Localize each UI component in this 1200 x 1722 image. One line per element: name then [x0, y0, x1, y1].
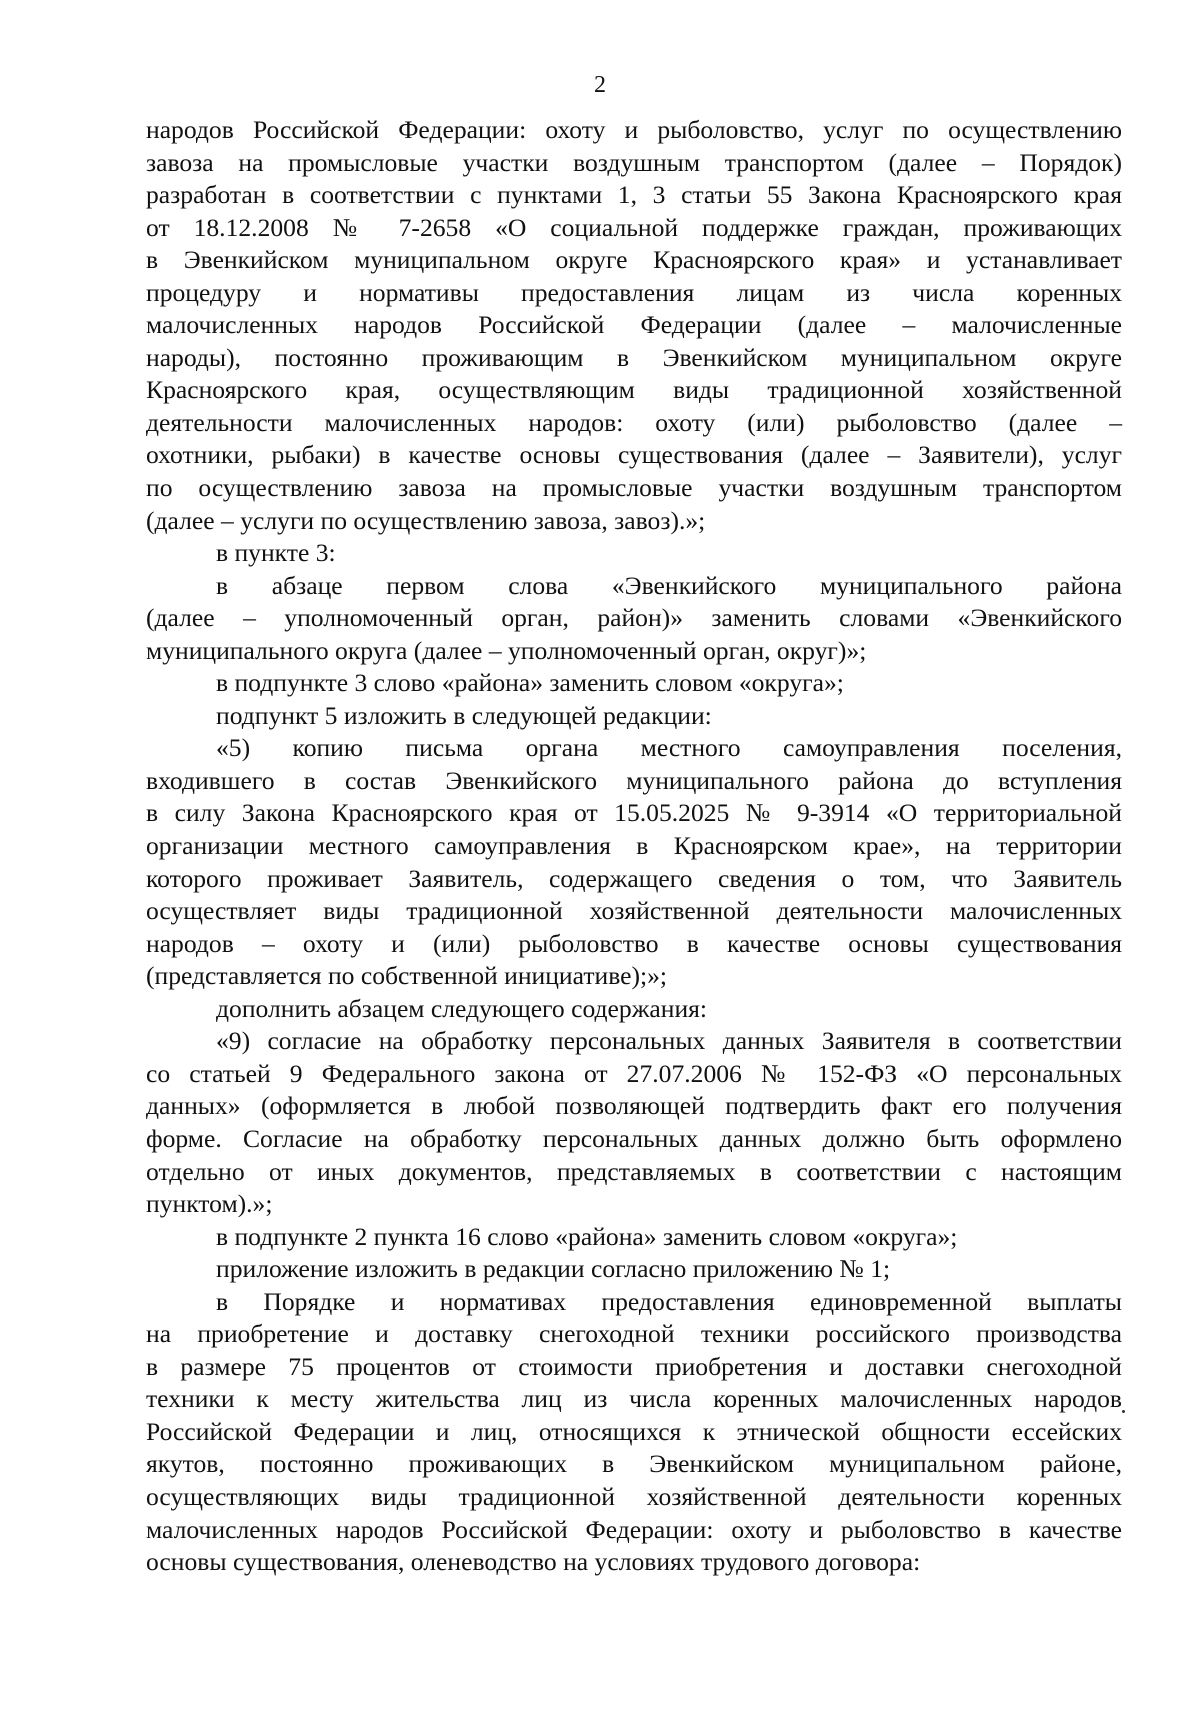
text-line: в Эвенкийском муниципальном округе Красноярского края» и устанавливает	[146, 245, 1122, 275]
text-line: в Порядке и нормативах предоставления единовременной выплаты	[216, 1286, 1122, 1316]
text-line: малочисленных народов Российской Федерации (далее – малочисленные	[146, 310, 1122, 340]
text-line: (далее – уполномоченный орган, район)» заменить словами «Эвенкийского	[146, 603, 1122, 633]
text-line: завоза на промысловые участки воздушным транспортом (далее – Порядок)	[146, 147, 1122, 177]
text-line: «9) согласие на обработку персональных данных Заявителя в соответствии	[216, 1026, 1122, 1056]
text-line: от 18.12.2008 № 7-2658 «О социальной поддержке граждан, проживающих	[146, 212, 1122, 242]
text-line: малочисленных народов Российской Федерации: охоту и рыболовство в качестве	[146, 1514, 1122, 1544]
text-line: по осуществлению завоза на промысловые участки воздушным транспортом	[146, 473, 1122, 503]
text-line: деятельности малочисленных народов: охоту (или) рыболовство (далее –	[146, 407, 1122, 437]
text-line: входившего в состав Эвенкийского муниципального района до вступления	[146, 765, 1122, 795]
text-line: на приобретение и доставку снегоходной техники российского производства	[146, 1319, 1122, 1349]
text-line: в подпункте 3 слово «района» заменить словом «округа»;	[216, 668, 844, 698]
text-line: которого проживает Заявитель, содержащего сведения о том, что Заявитель	[146, 863, 1122, 893]
text-line: в абзаце первом слова «Эвенкийского муниципального района	[216, 570, 1122, 600]
text-line: в размере 75 процентов от стоимости приобретения и доставки снегоходной	[146, 1351, 1122, 1381]
text-line: подпункт 5 изложить в следующей редакции:	[216, 700, 712, 730]
text-line: данных» (оформляется в любой позволяющей подтвердить факт его получения	[146, 1091, 1122, 1121]
text-line: дополнить абзацем следующего содержания:	[216, 993, 708, 1023]
text-line: процедуру и нормативы предоставления лицам из числа коренных	[146, 277, 1122, 307]
text-line: разработан в соответствии с пунктами 1, 3 статьи 55 Закона Красноярского края	[146, 180, 1122, 210]
text-line: Красноярского края, осуществляющим виды традиционной хозяйственной	[146, 375, 1122, 405]
text-line: форме. Согласие на обработку персональных данных должно быть оформлено	[146, 1123, 1122, 1153]
text-line: в силу Закона Красноярского края от 15.05.2025 № 9-3914 «О территориальной	[146, 798, 1122, 828]
text-line: основы существования, оленеводство на условиях трудового договора:	[146, 1547, 921, 1577]
body-text	[146, 114, 1122, 1579]
text-line: охотники, рыбаки) в качестве основы существования (далее – Заявители), услуг	[146, 440, 1122, 470]
text-line: якутов, постоянно проживающих в Эвенкийском муниципальном районе,	[146, 1449, 1122, 1479]
text-line: муниципального округа (далее – уполномоченный орган, округ)»;	[146, 635, 867, 665]
text-line: организации местного самоуправления в Красноярском крае», на территории	[146, 831, 1122, 861]
text-line: народов Российской Федерации: охоту и рыболовство, услуг по осуществлению	[146, 115, 1122, 144]
text-line: (далее – услуги по осуществлению завоза, завоз).»;	[146, 505, 706, 535]
text-line: отдельно от иных документов, представляемых в соответствии с настоящим	[146, 1156, 1122, 1186]
text-line: пунктом).»;	[146, 1189, 273, 1219]
text-line: народы), постоянно проживающим в Эвенкийском муниципальном округе	[146, 342, 1122, 372]
text-line: (представляется по собственной инициативе);»;	[146, 961, 668, 991]
text-line: приложение изложить в редакции согласно приложению № 1;	[216, 1254, 891, 1284]
text-line: в подпункте 2 пункта 16 слово «района» заменить словом «округа»;	[216, 1221, 958, 1251]
text-line: со статьей 9 Федерального закона от 27.07.2006 № 152-ФЗ «О персональных	[146, 1058, 1122, 1088]
text-line: в пункте 3:	[216, 538, 336, 568]
text-line: техники к месту жительства лиц из числа коренных малочисленных народов	[146, 1384, 1122, 1414]
scan-artifact-dot	[1122, 1410, 1125, 1413]
text-line: Российской Федерации и лиц, относящихся к этнической общности ессейских	[146, 1416, 1122, 1446]
text-line: «5) копию письма органа местного самоуправления поселения,	[216, 733, 1122, 763]
page-number: 2	[594, 72, 606, 98]
text-line: осуществляющих виды традиционной хозяйственной деятельности коренных	[146, 1481, 1122, 1511]
text-line: народов – охоту и (или) рыболовство в качестве основы существования	[146, 928, 1122, 958]
text-line: осуществляет виды традиционной хозяйственной деятельности малочисленных	[146, 896, 1122, 926]
